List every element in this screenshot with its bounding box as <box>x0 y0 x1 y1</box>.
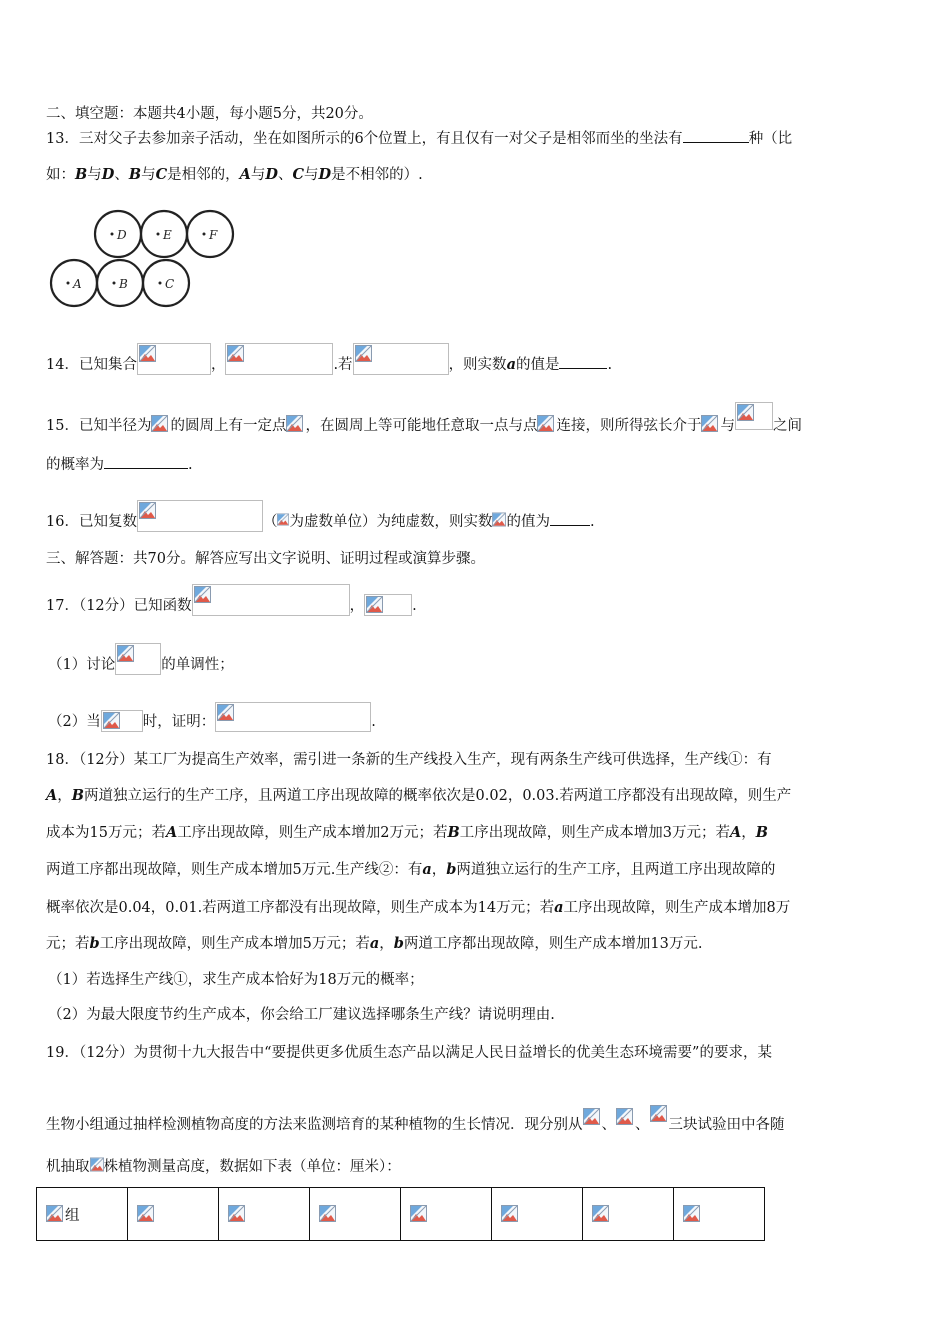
formula-image <box>137 500 263 532</box>
table-cell <box>310 1188 401 1241</box>
broken-image-icon <box>228 1205 245 1222</box>
broken-image-icon <box>217 704 234 721</box>
seat-label-f: F <box>209 228 218 242</box>
formula-image <box>225 343 333 375</box>
formula-image <box>137 343 211 375</box>
question-18-line-6: 元；若b工序出现故障，则生产成本增加5万元；若a，b两道工序都出现故障，则生产成本增加13万元. <box>46 935 703 952</box>
broken-image-icon <box>319 1205 336 1222</box>
broken-image-icon <box>501 1205 518 1222</box>
broken-image-icon <box>583 1108 600 1125</box>
question-13-line-1: 13．三对父子去参加亲子活动，坐在如图所示的6个位置上，有且仅有一对父子是相邻而坐的坐法有 种（比 <box>46 128 792 149</box>
question-18-line-4: 两道工序都出现故障，则生产成本增加5万元.生产线②：有a，b两道独立运行的生产工序，且两道工序出现故障的 <box>46 861 776 878</box>
formula-image <box>353 343 449 375</box>
question-14: 14．已知集合 ， .若 ，则实数a的值是 . <box>46 343 612 375</box>
table-cell <box>401 1188 492 1241</box>
section-2-heading: 二、填空题：本题共4小题，每小题5分，共20分。 <box>46 106 373 122</box>
formula-image <box>492 511 506 530</box>
question-19-line-2: 生物小组通过抽样检测植物高度的方法来监测培育的某种植物的生长情况．现分别从 、 、 三块试验田中各随 <box>46 1105 785 1135</box>
seat-label-b: B <box>119 277 128 291</box>
question-19-line-1: 19．（12分）为贯彻十九大报告中“要提供更多优质生态产品以满足人民日益增长的优美生态环境需要”的要求，某 <box>46 1045 772 1061</box>
table-cell <box>583 1188 674 1241</box>
question-15-line-1: 15．已知半径为 的圆周上有一定点 ，在圆周上等可能地任意取一点与点 连接，则所得弦长介于 与 之间 <box>46 402 802 436</box>
broken-image-icon <box>701 415 718 432</box>
question-18-part-2: （2）为最大限度节约生产成本，你会给工厂建议选择哪条生产线？请说明理由. <box>48 1007 555 1023</box>
broken-image-icon <box>46 1205 63 1222</box>
broken-image-icon <box>139 502 156 519</box>
seat-label-e: E <box>163 228 172 242</box>
broken-image-icon <box>103 712 120 729</box>
question-17-part-1: （1）讨论 的单调性； <box>48 643 234 675</box>
table-cell <box>128 1188 219 1241</box>
broken-image-icon <box>117 645 134 662</box>
broken-image-icon <box>355 345 372 362</box>
formula-image <box>192 584 350 616</box>
answer-blank <box>550 511 590 526</box>
broken-image-icon <box>492 511 506 528</box>
formula-image <box>364 594 412 616</box>
broken-image-icon <box>537 415 554 432</box>
answer-blank <box>559 354 607 369</box>
formula-image <box>277 511 289 530</box>
question-18-line-3: 成本为15万元；若A工序出现故障，则生产成本增加2万元；若B工序出现故障，则生产成本增加3万元；若A，B <box>46 824 768 841</box>
broken-image-icon <box>410 1205 427 1222</box>
question-18-line-2: A，B两道独立运行的生产工序，且两道工序出现故障的概率依次是0.02，0.03.若两道工序都没有出现故障，则生产 <box>46 787 792 804</box>
seat-label-d: D <box>117 228 127 242</box>
question-16: 16．已知复数 （ 为虚数单位）为纯虚数，则实数 的值为 . <box>46 500 595 532</box>
broken-image-icon <box>137 1205 154 1222</box>
broken-image-icon <box>151 415 168 432</box>
formula-image <box>90 1156 104 1175</box>
broken-image-icon <box>277 511 289 528</box>
broken-image-icon <box>286 415 303 432</box>
question-18-line-1: 18．（12分）某工厂为提高生产效率，需引进一条新的生产线投入生产，现有两条生产线可供选择，生产线①：有 <box>46 752 772 768</box>
formula-image <box>616 1108 635 1127</box>
table-cell <box>492 1188 583 1241</box>
formula-image <box>583 1108 602 1127</box>
question-18-line-5: 概率依次是0.04，0.01.若两道工序都没有出现故障，则生产成本为14万元；若a工序出现故障，则生产成本增加8万 <box>46 899 791 916</box>
broken-image-icon <box>366 596 383 613</box>
formula-image <box>115 643 161 675</box>
answer-blank <box>104 454 188 469</box>
broken-image-icon <box>194 586 211 603</box>
formula-image <box>151 415 170 434</box>
table-cell <box>219 1188 310 1241</box>
broken-image-icon <box>90 1156 104 1173</box>
seat-label-a: A <box>73 277 82 291</box>
broken-image-icon <box>616 1108 633 1125</box>
formula-image <box>701 415 720 434</box>
question-18-part-1: （1）若选择生产线①，求生产成本恰好为18万元的概率； <box>48 972 424 988</box>
broken-image-icon <box>227 345 244 362</box>
table-cell: 组 <box>37 1188 128 1241</box>
section-3-heading: 三、解答题：共70分。解答应写出文字说明、证明过程或演算步骤。 <box>46 551 485 567</box>
seat-label-c: C <box>165 277 175 291</box>
height-data-table <box>36 1187 765 1241</box>
answer-blank <box>683 128 749 143</box>
table-row <box>37 1188 765 1241</box>
question-15-line-2: 的概率为 . <box>46 454 193 475</box>
formula-image <box>101 710 143 732</box>
seating-diagram <box>46 206 242 310</box>
broken-image-icon <box>650 1105 667 1122</box>
table-cell <box>674 1188 765 1241</box>
question-17-part-2: （2）当 时，证明： . <box>48 702 376 732</box>
formula-image <box>537 415 556 434</box>
question-13-line-2: 如：B与D、B与C是相邻的，A与D、C与D是不相邻的）. <box>46 166 423 183</box>
formula-image <box>286 415 305 434</box>
formula-image <box>735 402 773 430</box>
broken-image-icon <box>139 345 156 362</box>
question-17: 17．（12分）已知函数 ， . <box>46 584 417 616</box>
formula-image <box>215 702 371 732</box>
broken-image-icon <box>592 1205 609 1222</box>
formula-image <box>650 1105 669 1124</box>
broken-image-icon <box>737 404 754 421</box>
broken-image-icon <box>683 1205 700 1222</box>
question-19-line-3: 机抽取 株植物测量高度，数据如下表（单位：厘米）： <box>46 1156 401 1177</box>
